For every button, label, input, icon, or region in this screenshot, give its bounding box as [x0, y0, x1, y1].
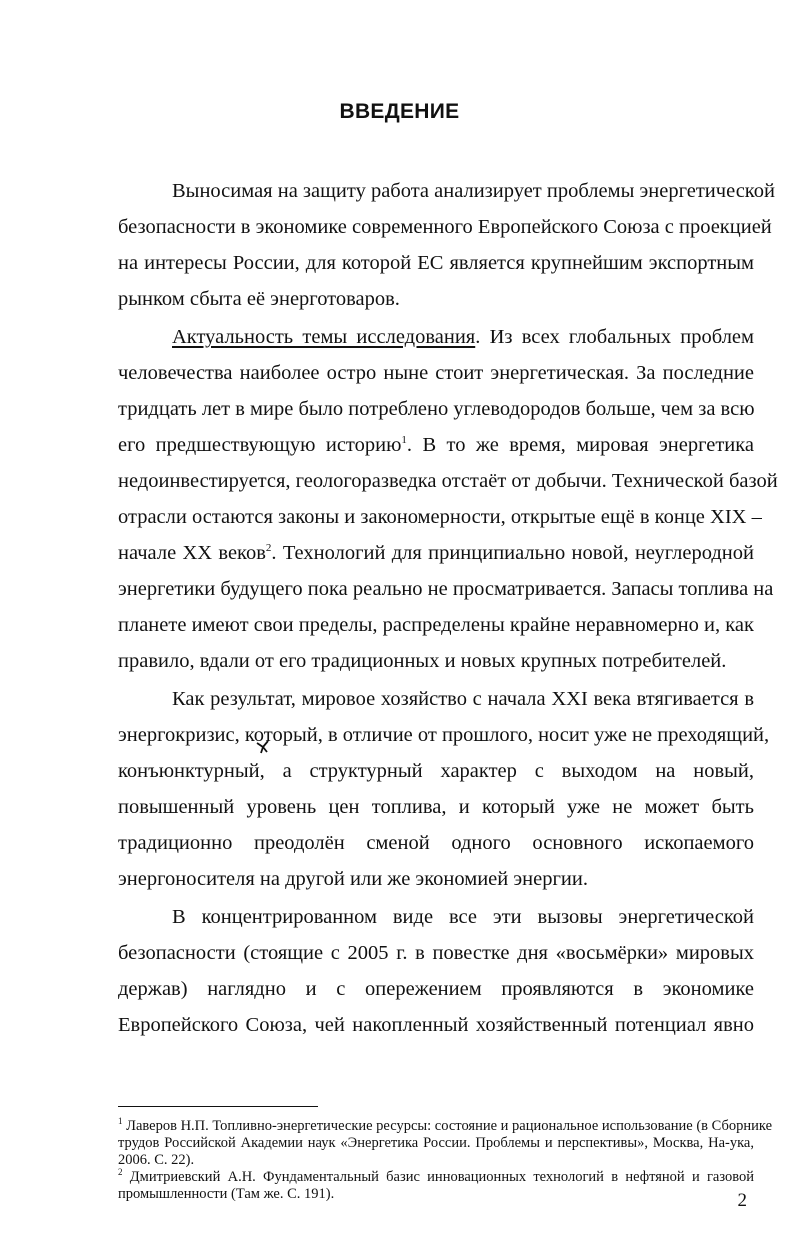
footnote-1-number: 1 [118, 1116, 123, 1127]
body-line: энергоносителя на другой или же экономией энергии. [118, 868, 588, 890]
body-line: тридцать лет в мире было потреблено углеводородов больше, чем за всю [118, 398, 755, 420]
relevance-term: Актуальность темы исследования [172, 326, 476, 348]
footnote-separator [118, 1106, 318, 1107]
body-line: безопасности в экономике современного Европейского Союза с проекцией [118, 216, 772, 238]
page-number: 2 [737, 1190, 747, 1211]
footnote-ref-2[interactable]: 2 [265, 542, 272, 555]
body-line: безопасности (стоящие с 2005 г. в повестке дня «восьмёрки» мировых [118, 942, 754, 964]
footnote-2-number: 2 [118, 1167, 123, 1178]
chapter-heading: ВВЕДЕНИЕ [339, 100, 460, 123]
footnote-2-line: $^2$ Дмитриевский А.Н. Фундаментальный базис инновационных технологий в нефтяной и газовой [118, 1167, 755, 1185]
footnote-1-line: $^1$ Лаверов Н.П. Топливно-энергетические ресурсы: состояние и рациональное использование (в Сборнике [118, 1116, 773, 1134]
footnote-ref-1[interactable]: 1 [401, 434, 407, 447]
scan-artifact-mark [256, 740, 270, 754]
body-line: конъюнктурный, а структурный характер с выходом на новый, [118, 760, 754, 782]
body-line: Как результат, мировое хозяйство с начала XXI века втягивается в [172, 688, 754, 710]
body-line: начале XX веков$^2$. Технологий для принципиально новой, неуглеродной [118, 542, 754, 564]
footnote-2-line: промышленности (Там же. С. 191). [118, 1186, 335, 1202]
body-line: традиционно преодолён сменой одного основного ископаемого [118, 832, 754, 854]
body-line: планете имеют свои пределы, распределены крайне неравномерно и, как [118, 614, 754, 636]
body-line: рынком сбыта её энерготоваров. [118, 288, 400, 310]
footnote-1-line: 2006. С. 22). [118, 1152, 195, 1168]
body-line: отрасли остаются законы и закономерности, открытые ещё в конце XIX – [118, 506, 762, 528]
body-line: правило, вдали от его традиционных и новых крупных потребителей. [118, 650, 727, 672]
body-line: недоинвестируется, геологоразведка отстаёт от добычи. Технической базой [118, 470, 778, 492]
body-line: энергокризис, который, в отличие от прошлого, носит уже не преходящий, [118, 724, 770, 746]
body-line: человечества наиболее остро ныне стоит энергетическая. За последние [118, 362, 754, 384]
body-line: его предшествующую историю$^1$. В то же время, мировая энергетика [118, 434, 754, 456]
footnote-1-line: трудов Российской Академии наук «Энергетика России. Проблемы и перспективы», Москва, На-ука, [118, 1135, 754, 1151]
body-line: Актуальность темы исследования. Из всех глобальных проблем [172, 326, 754, 348]
body-line: Европейского Союза, чей накопленный хозяйственный потенциал явно [118, 1014, 754, 1036]
body-line: повышенный уровень цен топлива, и который уже не может быть [118, 796, 754, 818]
body-line: В концентрированном виде все эти вызовы энергетической [172, 906, 754, 928]
body-line: на интересы России, для которой ЕС является крупнейшим экспортным [118, 252, 754, 274]
body-line: держав) наглядно и с опережением проявляются в экономике [118, 978, 754, 1000]
body-line: энергетики будущего пока реально не просматривается. Запасы топлива на [118, 578, 774, 600]
body-line: Выносимая на защиту работа анализирует проблемы энергетической [172, 180, 775, 202]
